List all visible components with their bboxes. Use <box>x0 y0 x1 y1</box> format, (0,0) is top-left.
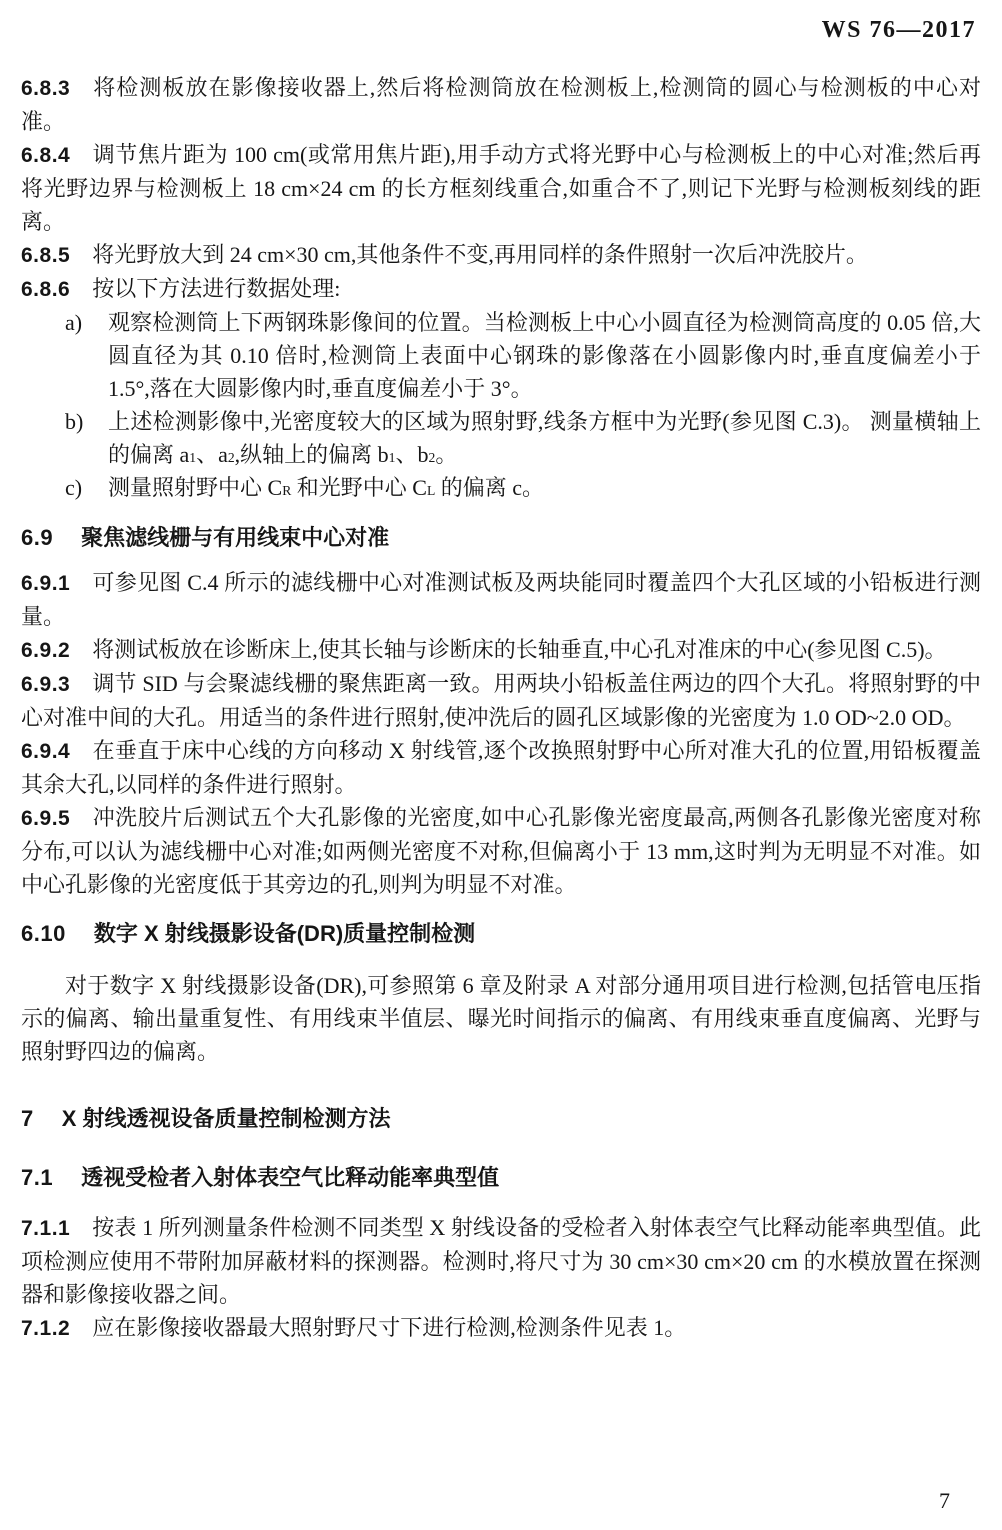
subscript: 1 <box>189 450 197 465</box>
text-segment: 上述检测影像中,光密度较大的区域为照射野,线条方框中为光野(参见图 C.3)。 测量横轴上的偏离 a <box>108 409 981 467</box>
subscript: L <box>426 483 436 498</box>
heading-text: X 射线透视设备质量控制检测方法 <box>61 1106 391 1131</box>
text-segment: 的偏离 c。 <box>435 475 545 500</box>
text-segment: 测量照射野中心 C <box>108 475 283 500</box>
clause-6-9-5 <box>21 801 981 901</box>
clause-number: 6.8.3 <box>21 77 71 100</box>
clause-text: 将光野放大到 24 cm×30 cm,其他条件不变,再用同样的条件照射一次后冲洗胶片。 <box>92 242 868 267</box>
clause-text: 应在影像接收器最大照射野尺寸下进行检测,检测条件见表 1。 <box>92 1315 687 1340</box>
clause-6-9-3 <box>21 667 981 734</box>
list-marker: c) <box>65 475 83 500</box>
heading-number: 6.10 <box>21 921 66 946</box>
text-segment: 和光野中心 C <box>291 475 427 500</box>
clause-7-1-2 <box>21 1311 981 1345</box>
clause-number: 6.8.4 <box>21 144 71 167</box>
heading-number: 7.1 <box>21 1165 54 1190</box>
list-text: 观察检测筒上下两钢珠影像间的位置。当检测板上中心小圆直径为检测筒高度的 0.05 倍,大圆直径为其 0.10 倍时,检测筒上表面中心钢珠的影像落在小圆影像内时,垂直度偏差小于 1.5°,落在大圆影像内时,垂直度偏差小于 3°。 <box>108 310 981 401</box>
heading-number: 7 <box>21 1106 34 1131</box>
heading-6-10 <box>21 917 981 950</box>
clause-text: 将测试板放在诊断床上,使其长轴与诊断床的长轴垂直,中心孔对准床的中心(参见图 C.5)。 <box>92 637 947 662</box>
heading-text: 数字 X 射线摄影设备(DR)质量控制检测 <box>93 921 476 946</box>
heading-7 <box>21 1102 981 1135</box>
heading-text: 透视受检者入射体表空气比释动能率典型值 <box>81 1165 500 1190</box>
clause-number: 6.9.4 <box>21 740 71 763</box>
list-item-c <box>21 471 981 504</box>
text-segment: 、b <box>395 442 429 467</box>
clause-6-8-3 <box>21 71 981 138</box>
subscript: R <box>282 483 292 498</box>
clause-text: 可参见图 C.4 所示的滤线栅中心对准测试板及两块能同时覆盖四个大孔区域的小铅板进行测量。 <box>21 570 981 629</box>
clause-number: 7.1.1 <box>21 1217 71 1240</box>
clause-text: 在垂直于床中心线的方向移动 X 射线管,逐个改换照射野中心所对准大孔的位置,用铅板覆盖其余大孔,以同样的条件进行照射。 <box>21 738 981 797</box>
list-marker: b) <box>65 409 84 434</box>
clause-6-8-5 <box>21 238 981 272</box>
text-segment: 、a <box>196 442 228 467</box>
clause-6-8-6 <box>21 272 981 306</box>
clause-text: 将检测板放在影像接收器上,然后将检测筒放在检测板上,检测筒的圆心与检测板的中心对准。 <box>21 75 981 134</box>
subscript: 1 <box>388 450 396 465</box>
heading-6-9 <box>21 521 981 554</box>
subscript: 2 <box>227 450 235 465</box>
clause-number: 6.9.5 <box>21 807 71 830</box>
list-marker: a) <box>65 310 83 335</box>
clause-number: 6.8.5 <box>21 244 71 267</box>
clause-6-9-1 <box>21 566 981 633</box>
subscript: 2 <box>428 450 436 465</box>
list-item-b <box>21 405 981 471</box>
text-segment: ,纵轴上的偏离 b <box>234 442 389 467</box>
list-item-a <box>21 306 981 405</box>
clause-6-9-2 <box>21 633 981 667</box>
clause-text: 按以下方法进行数据处理: <box>92 276 341 301</box>
clause-number: 7.1.2 <box>21 1317 71 1340</box>
clause-6-9-4 <box>21 734 981 801</box>
clause-text: 对于数字 X 射线摄影设备(DR),可参照第 6 章及附录 A 对部分通用项目进行检测,包括管电压指示的偏离、输出量重复性、有用线束半值层、曝光时间指示的偏离、有用线束垂直度偏离、光野与照射野四边的偏离。 <box>21 973 981 1064</box>
standard-number-header: WS 76—2017 <box>821 17 976 43</box>
clause-number: 6.8.6 <box>21 278 71 301</box>
heading-text: 聚焦滤线栅与有用线束中心对准 <box>81 525 390 550</box>
clause-text: 按表 1 所列测量条件检测不同类型 X 射线设备的受检者入射体表空气比释动能率典型值。此项检测应使用不带附加屏蔽材料的探测器。检测时,将尺寸为 30 cm×30 cm×20 cm 的水模放置在探测器和影像接收器之间。 <box>21 1215 981 1307</box>
clause-number: 6.9.1 <box>21 572 71 595</box>
clause-6-10-body <box>21 969 981 1068</box>
clause-number: 6.9.2 <box>21 639 71 662</box>
clause-number: 6.9.3 <box>21 673 71 696</box>
clause-text: 调节焦片距为 100 cm(或常用焦片距),用手动方式将光野中心与检测板上的中心对准;然后再将光野边界与检测板上 18 cm×24 cm 的长方框刻线重合,如重合不了,则记下光野与检测板刻线的距离。 <box>21 142 981 234</box>
list-text <box>108 409 981 467</box>
clause-text: 冲洗胶片后测试五个大孔影像的光密度,如中心孔影像光密度最高,两侧各孔影像光密度对称分布,可以认为滤线栅中心对准;如两侧光密度不对称,但偏离小于 13 mm,这时判为无明显不对准。如中心孔影像的光密度低于其旁边的孔,则判为明显不对准。 <box>21 805 981 897</box>
text-segment: 。 <box>435 442 458 467</box>
list-text <box>108 475 544 500</box>
page-content <box>0 71 1002 1345</box>
page-number: 7 <box>939 1488 950 1513</box>
heading-7-1 <box>21 1161 981 1194</box>
clause-text: 调节 SID 与会聚滤线栅的聚焦距离一致。用两块小铅板盖住两边的四个大孔。将照射野的中心对准中间的大孔。用适当的条件进行照射,使冲洗后的圆孔区域影像的光密度为 1.0 OD~2.0 OD。 <box>21 671 981 730</box>
heading-number: 6.9 <box>21 525 54 550</box>
clause-7-1-1 <box>21 1211 981 1311</box>
clause-6-8-4 <box>21 138 981 238</box>
